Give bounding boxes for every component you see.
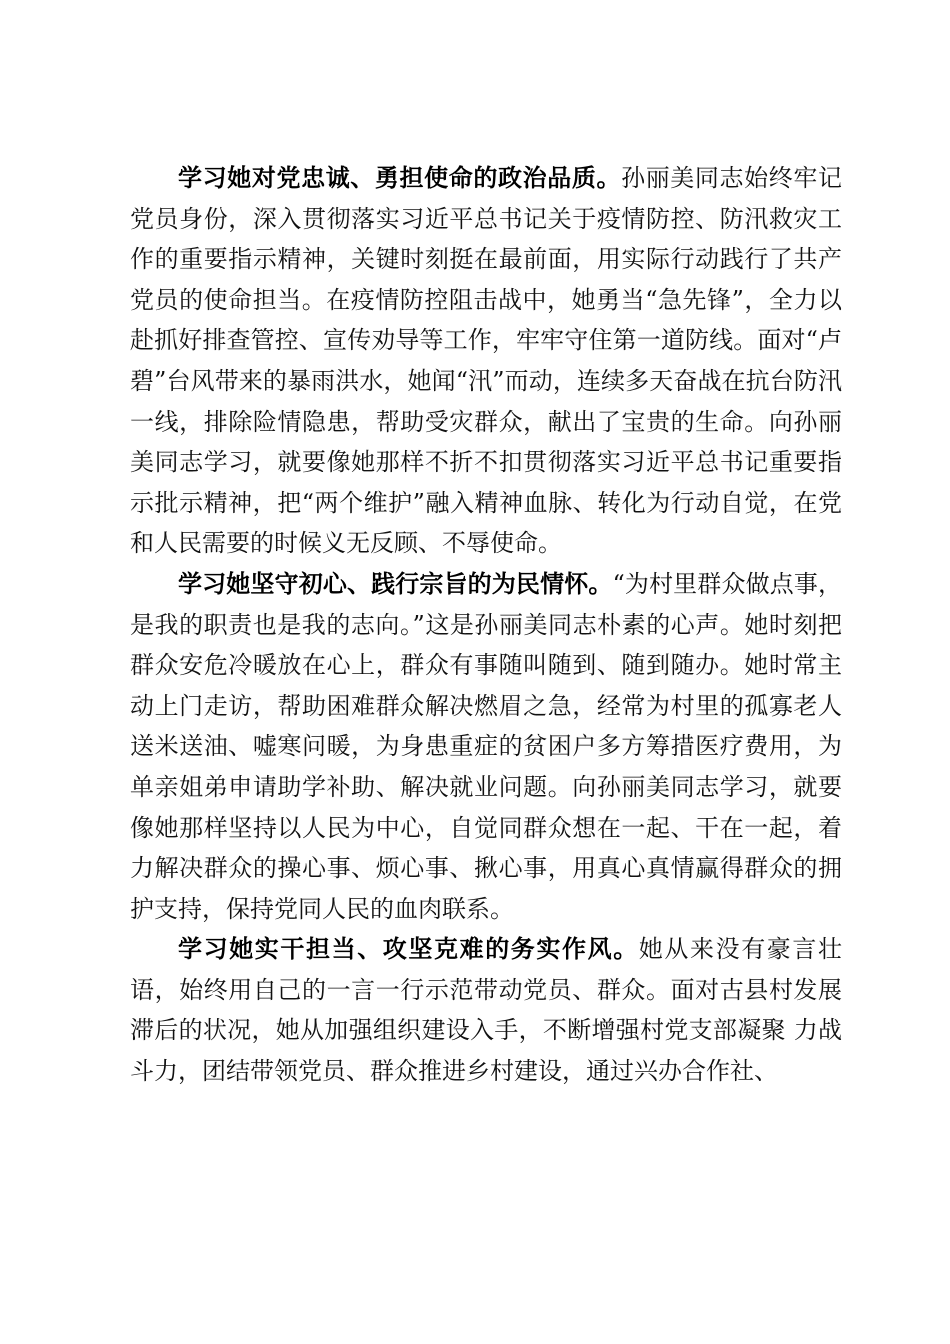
paragraph-heading: 学习她坚守初心、践行宗旨的为民情怀。 bbox=[178, 569, 613, 598]
paragraph-text: 她从来没有豪言壮语，始终用自己的一言一行示范带动党员、群众。面对古县村发展滞后的状况，她从加强组织建设入手，不断增强村党支部凝聚 力战斗力，团结带领党员、群众推进乡村建设，通过兴办合作社、 bbox=[130, 935, 843, 1086]
paragraph-heading: 学习她对党忠诚、勇担使命的政治品质。 bbox=[178, 164, 622, 192]
document-body bbox=[130, 158, 842, 1092]
paragraph-people-sentiment bbox=[130, 564, 842, 929]
paragraph-text: 孙丽美同志始终牢记党员身份，深入贯彻落实习近平总书记关于疫情防控、防汛救灾工作的重要指示精神，关键时刻挺在最前面，用实际行动践行了共产党员的使命担当。在疫情防控阻击战中，她勇当“急先锋”，全力以赴抓好排查管控、宣传劝导等工作，牢牢守住第一道防线。面对“卢碧”台风带来的暴雨洪水，她闻“汛”而动，连续多天奋战在抗台防汛一线，排除险情隐患，帮助受灾群众，献出了宝贵的生命。向孙丽美同志学习，就要像她那样不折不扣贯彻落实习近平总书记重要指示批示精神，把“两个维护”融入精神血脉、转化为行动自觉，在党和人民需要的时候义无反顾、不辱使命。 bbox=[130, 164, 843, 558]
paragraph-text: “为村里群众做点事，是我的职责也是我的志向。”这是孙丽美同志朴素的心声。她时刻把群众安危冷暖放在心上，群众有事随叫随到、随到随办。她时常主动上门走访，帮助困难群众解决燃眉之急，经常为村里的孤寡老人送米送油、嘘寒问暖，为身患重症的贫困户多方筹措医疗费用，为单亲姐弟申请助学补助、解决就业问题。向孙丽美同志学习，就要像她那样坚持以人民为中心，自觉同群众想在一起、干在一起，着力解决群众的操心事、烦心事、揪心事，用真心真情赢得群众的拥护支持，保持党同人民的血肉联系。 bbox=[130, 569, 842, 923]
paragraph-work-style bbox=[130, 929, 842, 1091]
paragraph-heading: 学习她实干担当、攻坚克难的务实作风。 bbox=[178, 935, 639, 964]
paragraph-political-quality bbox=[130, 158, 842, 564]
